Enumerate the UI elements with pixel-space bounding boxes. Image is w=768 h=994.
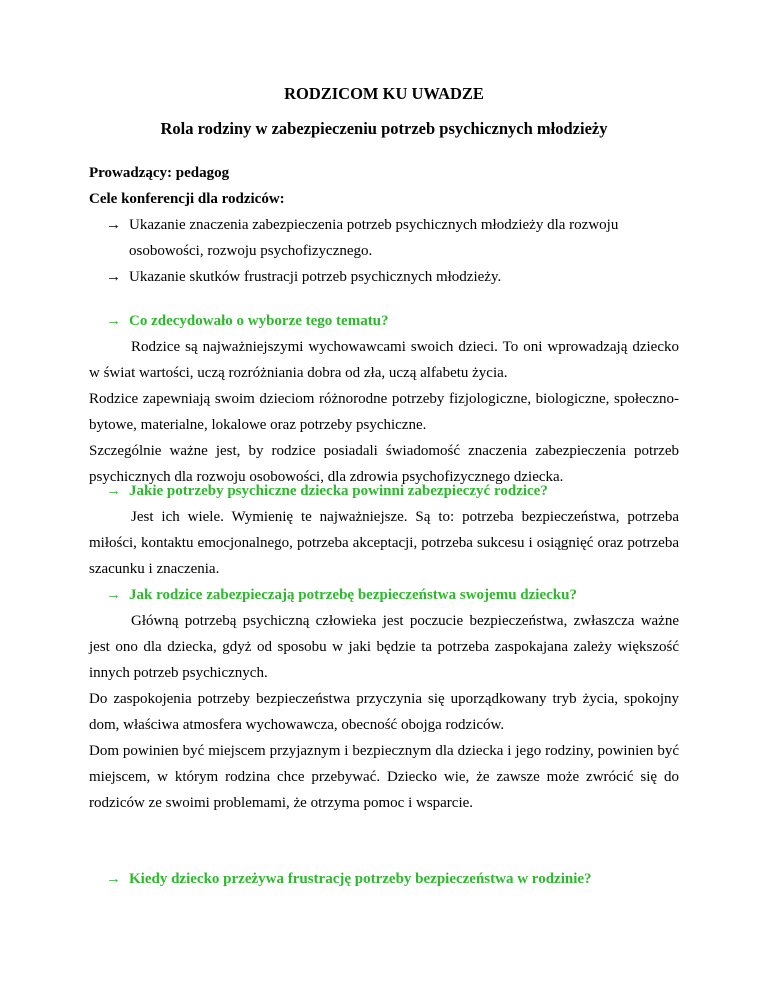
paragraph: Szczególnie ważne jest, by rodzice posiadali świadomość znaczenia zabezpieczenia potrzeb psychicznych dla rozwoju osobowości, dla zdrowia psychofizycznego dziecka. [89,443,679,485]
leader-line: Prowadzący: pedagog [89,165,230,181]
section-3 [89,582,679,816]
question-text: Jak rodzice zabezpieczają potrzebę bezpieczeństwa swojemu dziecku? [129,587,577,603]
section-question [106,866,679,892]
goal-text: Ukazanie skutków frustracji potrzeb psychicznych młodzieży. [129,269,502,285]
paragraph: Rodzice są najważniejszymi wychowawcami swoich dzieci. To oni wprowadzają dziecko w świat wartości, uczą rozróżniania dobra od zła, uczą alfabetu życia. [89,339,679,381]
paragraph: Dom powinien być miejscem przyjaznym i bezpiecznym dla dziecka i jego rodziny, powinien być miejscem, w którym rodzina chce przebywać. Dziecko wie, że zawsze może zwrócić się do rodziców ze swoimi problemami, że otrzyma pomoc i wsparcie. [89,743,679,811]
arrow-icon: → [106,313,121,329]
section-question [106,582,679,608]
question-text: Jakie potrzeby psychiczne dziecka powinni zabezpieczyć rodzice? [129,483,548,499]
paragraph: Rodzice zapewniają swoim dzieciom różnorodne potrzeby fizjologiczne, biologiczne, społeczno- bytowe, materialne, lokalowe oraz potrzeby psychiczne. [89,391,679,433]
section-question [106,478,679,504]
arrow-icon: → [106,217,121,233]
arrow-icon: → [106,871,121,887]
paragraph: Do zaspokojenia potrzeby bezpieczeństwa przyczynia się uporządkowany tryb życia, spokojny dom, właściwa atmosfera wychowawcza, obecność obojga rodziców. [89,691,679,733]
question-text: Co zdecydowało o wyborze tego tematu? [129,313,389,329]
meta-block [89,160,679,290]
goals-heading: Cele konferencji dla rodziców: [89,191,285,207]
section-2 [89,478,679,582]
goals-list [89,212,679,290]
arrow-icon: → [106,587,121,603]
document-subtitle: Rola rodziny w zabezpieczeniu potrzeb psychicznych młodzieży [160,119,608,138]
goal-item [106,264,679,290]
section-question [106,308,679,334]
arrow-icon: → [106,269,121,285]
goal-item [106,212,679,264]
paragraph: Jest ich wiele. Wymienię te najważniejsze. Są to: potrzeba bezpieczeństwa, potrzeba miłości, kontaktu emocjonalnego, potrzeba akceptacji, potrzeba sukcesu i osiągnięć oraz potrzeba szacunku i znaczenia. [89,509,679,577]
paragraph: Główną potrzebą psychiczną człowieka jest poczucie bezpieczeństwa, zwłaszcza ważne jest ono dla dziecka, gdyż od sposobu w jaki będzie ta potrzeba zaspokajana zależy większość innych potrzeb psychicznych. [89,613,679,681]
section-4 [89,866,679,892]
question-text: Kiedy dziecko przeżywa frustrację potrzeby bezpieczeństwa w rodzinie? [129,871,592,887]
document-title: RODZICOM KU UWADZE [284,84,484,103]
section-1 [89,308,679,490]
arrow-icon: → [106,483,121,499]
goal-text: Ukazanie znaczenia zabezpieczenia potrzeb psychicznych młodzieży dla rozwoju osobowości, rozwoju psychofizycznego. [129,217,619,259]
